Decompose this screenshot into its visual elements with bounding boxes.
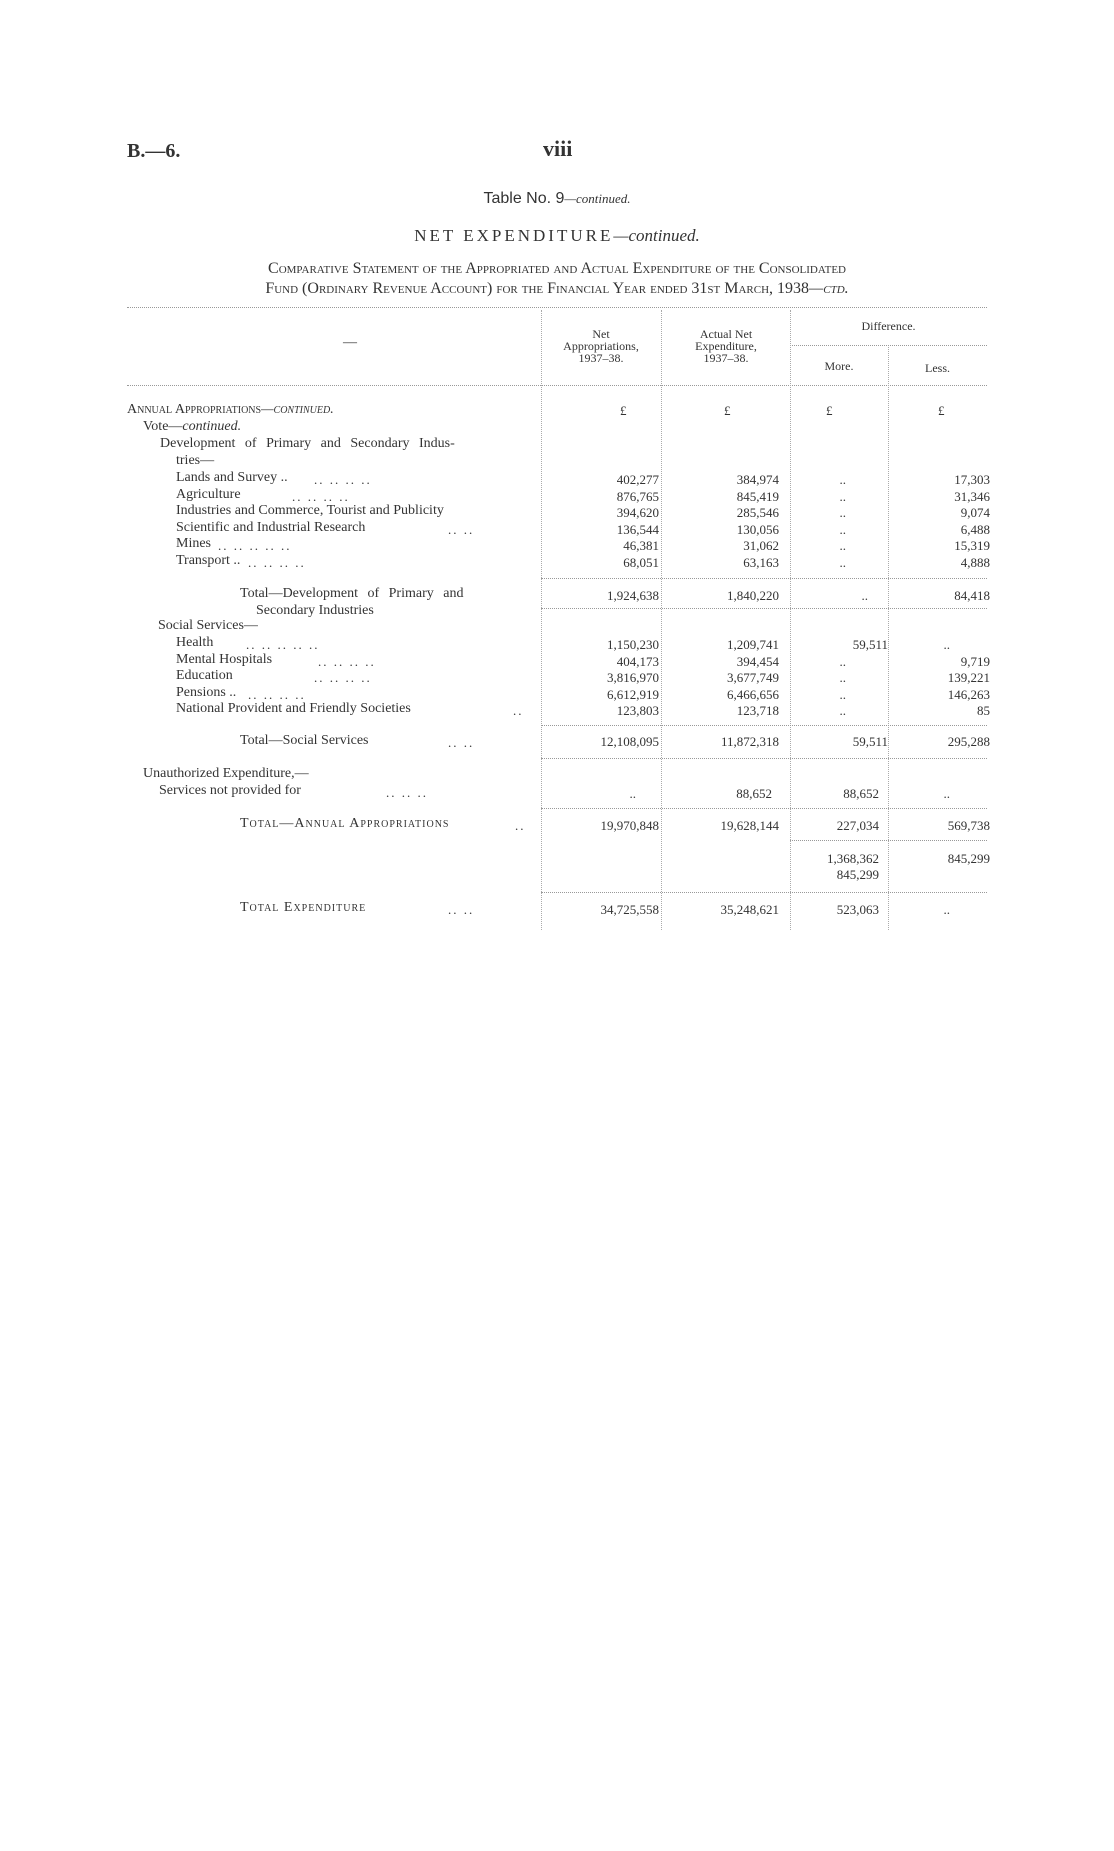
- row-difference-more: 59,511: [852, 637, 888, 652]
- col-separator-4: [888, 347, 889, 930]
- row-difference-more: ..: [839, 472, 846, 487]
- annual-total-actual: 19,628,144: [720, 818, 779, 833]
- row-difference-more: ..: [839, 670, 846, 685]
- unauthorized-dots: .. .. ..: [386, 785, 428, 800]
- development-total-actual: 1,840,220: [727, 588, 779, 603]
- annual-total-net: 19,970,848: [600, 818, 659, 833]
- vote-heading-text: Vote—: [143, 419, 183, 434]
- net-expenditure-suffix: —continued.: [613, 226, 700, 245]
- row-actual-expenditure: 384,974: [736, 472, 779, 487]
- net-expenditure-title: [0, 226, 1114, 246]
- row-net-appropriation: 1,150,230: [607, 637, 659, 652]
- row-label: Education: [176, 668, 233, 683]
- net-expenditure-text: NET EXPENDITURE: [414, 226, 614, 245]
- actual-net-header-2: Expenditure,: [695, 339, 757, 353]
- row-difference-less: 15,319: [954, 538, 990, 553]
- unauthorized-net: ..: [629, 786, 636, 801]
- total-expenditure-less: ..: [943, 902, 950, 917]
- currency-actual: £: [724, 403, 731, 418]
- desc-header: —: [343, 335, 357, 350]
- row-difference-less: 17,303: [954, 472, 990, 487]
- row-actual-expenditure: 130,056: [736, 521, 779, 537]
- row-label: Health: [176, 635, 214, 650]
- row-actual-expenditure: 31,062: [743, 538, 779, 553]
- row-difference-less: 9,719: [960, 653, 990, 669]
- row-dots: .. .. .. ..: [292, 488, 350, 504]
- row-label: Scientific and Industrial Research: [176, 519, 366, 535]
- row-difference-more: ..: [839, 686, 846, 702]
- social-total-top-rule: [541, 725, 987, 726]
- total-expenditure-dots: .. ..: [448, 902, 475, 917]
- row-difference-more: ..: [839, 488, 846, 504]
- vote-heading: [143, 419, 241, 435]
- difference-header: Difference.: [861, 319, 916, 333]
- social-services-heading: Social Services—: [158, 618, 258, 633]
- row-net-appropriation: 6,612,919: [607, 686, 659, 702]
- annual-appropriations-heading: [127, 402, 334, 418]
- more-header: More.: [824, 359, 854, 373]
- row-net-appropriation: 68,051: [623, 554, 659, 570]
- row-difference-more: ..: [839, 653, 846, 669]
- row-dots: .. .. .. ..: [314, 670, 372, 685]
- comparative-line2-suffix: —ctd.: [809, 280, 849, 297]
- row-label: Pensions ..: [176, 684, 237, 700]
- currency-less: £: [938, 403, 945, 418]
- row-dots: .. .. .. ..: [318, 653, 376, 669]
- development-total-less: 84,418: [954, 588, 990, 603]
- row-label: Mines: [176, 536, 211, 551]
- row-label: Transport ..: [176, 552, 241, 568]
- unauthorized-actual: 88,652: [736, 786, 772, 801]
- total-expenditure-net: 34,725,558: [600, 902, 659, 917]
- annual-total-less: 569,738: [947, 818, 990, 833]
- total-expenditure-more: 523,063: [836, 902, 879, 917]
- row-dots: ..: [513, 703, 524, 718]
- actual-net-header-1: Actual Net: [699, 327, 753, 341]
- row-difference-more: ..: [839, 703, 846, 718]
- net-approp-header-3: 1937–38.: [578, 351, 624, 365]
- comparative-line2-text: Fund (Ordinary Revenue Account) for the Financial Year ended 31st March, 1938: [265, 280, 810, 297]
- development-total-top-rule: [541, 578, 987, 579]
- social-total-dots: .. ..: [448, 735, 475, 750]
- row-actual-expenditure: 63,163: [743, 554, 779, 570]
- actual-net-header: [664, 328, 788, 364]
- social-total-more: 59,511: [852, 734, 888, 749]
- row-net-appropriation: 876,765: [616, 488, 659, 504]
- unauthorized-heading-1: Unauthorized Expenditure,—: [143, 766, 309, 781]
- comparative-statement-line2: [0, 280, 1114, 298]
- row-actual-expenditure: 285,546: [736, 505, 779, 520]
- summary-more-2: 845,299: [836, 867, 879, 882]
- row-actual-expenditure: 1,209,741: [727, 637, 779, 652]
- col-separator-3: [790, 310, 791, 930]
- row-label: Mental Hospitals: [176, 651, 273, 667]
- unauthorized-heading-2: Services not provided for: [159, 783, 301, 798]
- row-difference-more: ..: [839, 554, 846, 570]
- social-total-actual: 11,872,318: [720, 734, 779, 749]
- summary-more-1: 1,368,362: [827, 851, 879, 866]
- row-difference-more: ..: [839, 505, 846, 520]
- annual-total-dots: ..: [515, 818, 526, 833]
- table-number: [0, 190, 1114, 208]
- row-net-appropriation: 3,816,970: [607, 670, 659, 685]
- row-difference-less: 9,074: [960, 505, 990, 520]
- col-separator-1: [541, 310, 542, 930]
- row-difference-less: 85: [977, 703, 990, 718]
- row-net-appropriation: 46,381: [623, 538, 659, 553]
- comparative-statement-line1: Comparative Statement of the Appropriated and Actual Expenditure of the Consolidated: [268, 260, 846, 277]
- row-difference-more: ..: [839, 538, 846, 553]
- page-number: viii: [543, 136, 573, 161]
- row-dots: .. ..: [448, 521, 475, 537]
- development-total-label-2: Secondary Industries: [256, 603, 374, 618]
- row-actual-expenditure: 3,677,749: [727, 670, 779, 685]
- annual-heading-suffix: —continued.: [261, 402, 334, 417]
- row-actual-expenditure: 123,718: [736, 703, 779, 718]
- row-dots: .. .. .. ..: [248, 554, 306, 570]
- row-net-appropriation: 402,277: [616, 472, 659, 487]
- row-net-appropriation: 394,620: [616, 505, 659, 520]
- row-label: Agriculture: [176, 486, 241, 502]
- row-net-appropriation: 123,803: [616, 703, 659, 718]
- row-difference-less: 31,346: [954, 488, 990, 504]
- development-total-label-1: Total—Development of Primary and: [240, 586, 464, 601]
- net-approp-header: [546, 328, 656, 364]
- currency-net: £: [620, 403, 627, 418]
- row-net-appropriation: 136,544: [616, 521, 659, 537]
- total-expenditure-top-rule: [541, 892, 987, 893]
- total-expenditure-label: Total Expenditure: [240, 900, 367, 915]
- net-approp-header-2: Appropriations,: [563, 339, 639, 353]
- development-heading-2: tries—: [176, 453, 215, 468]
- row-dots: .. .. .. .. ..: [246, 637, 320, 652]
- table-top-rule: [127, 307, 987, 308]
- row-difference-less: ..: [943, 637, 950, 652]
- annual-total-top-rule: [541, 808, 987, 809]
- annual-heading-text: Annual Appropriations: [127, 402, 262, 417]
- annual-total-bottom-rule: [790, 840, 987, 841]
- net-approp-header-1: Net: [592, 327, 610, 341]
- row-difference-less: 6,488: [960, 521, 990, 537]
- social-total-bottom-rule: [541, 758, 987, 759]
- row-label: National Provident and Friendly Societies: [176, 701, 411, 716]
- header-bottom-rule: [127, 385, 987, 386]
- row-actual-expenditure: 845,419: [736, 488, 779, 504]
- currency-more: £: [826, 403, 833, 418]
- page-reference: B.—6.: [127, 140, 181, 162]
- row-dots: .. .. .. ..: [314, 472, 372, 487]
- row-difference-less: 146,263: [947, 686, 990, 702]
- unauthorized-more: 88,652: [843, 786, 879, 801]
- development-total-more: ..: [861, 588, 868, 603]
- vote-heading-suffix: continued.: [182, 419, 242, 434]
- table-number-text: Table No. 9: [483, 190, 565, 207]
- col-separator-2: [661, 310, 662, 930]
- total-expenditure-actual: 35,248,621: [720, 902, 779, 917]
- development-total-bottom-rule: [541, 608, 987, 609]
- actual-net-header-3: 1937–38.: [703, 351, 749, 365]
- social-total-less: 295,288: [947, 734, 990, 749]
- row-difference-less: 139,221: [947, 670, 990, 685]
- row-dots: .. .. .. .. ..: [218, 538, 292, 553]
- row-actual-expenditure: 394,454: [736, 653, 779, 669]
- row-net-appropriation: 404,173: [616, 653, 659, 669]
- social-total-net: 12,108,095: [600, 734, 659, 749]
- annual-total-label: Total—Annual Appropriations: [240, 816, 450, 831]
- table-number-suffix: —continued.: [564, 191, 631, 206]
- row-difference-more: ..: [839, 521, 846, 537]
- difference-rule: [790, 345, 987, 346]
- row-dots: .. .. .. ..: [248, 686, 306, 702]
- row-label: Industries and Commerce, Tourist and Publicity: [176, 503, 444, 518]
- annual-total-more: 227,034: [836, 818, 879, 833]
- development-heading-1: Development of Primary and Secondary Indus-: [160, 436, 455, 451]
- row-difference-less: 4,888: [960, 554, 990, 570]
- row-actual-expenditure: 6,466,656: [727, 686, 779, 702]
- summary-less: 845,299: [947, 851, 990, 866]
- less-header: Less.: [925, 361, 950, 375]
- development-total-net: 1,924,638: [607, 588, 659, 603]
- row-label: Lands and Survey ..: [176, 470, 288, 485]
- unauthorized-less: ..: [943, 786, 950, 801]
- social-total-label: Total—Social Services: [240, 733, 369, 748]
